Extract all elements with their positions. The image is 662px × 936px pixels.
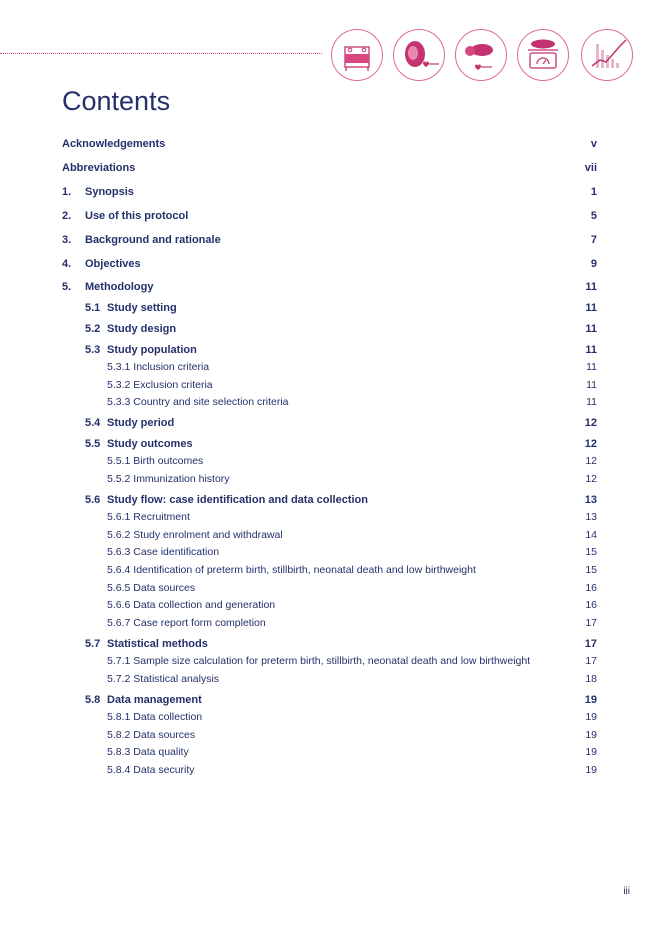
toc-entry-page: 1: [590, 186, 597, 198]
toc-entry-page: v: [590, 138, 597, 150]
toc-entry-page: 12: [584, 417, 597, 429]
toc-entry-label: Statistical methods: [107, 638, 208, 650]
toc-entry-label: 5.8.1 Data collection: [107, 711, 203, 723]
toc-entry-label: 5.7.1 Sample size calculation for preterm birth, stillbirth, neonatal death and low birthweight: [107, 655, 531, 667]
toc-entry-label: 5.6.6 Data collection and generation: [107, 599, 276, 611]
toc-entry-page: 16: [585, 582, 597, 594]
toc-entry-page: 11: [585, 323, 597, 335]
toc-entry[interactable]: [62, 232, 597, 248]
toc-entry-label: 5.6.5 Data sources: [107, 582, 196, 594]
toc-entry-label: 5.6.3 Case identification: [107, 546, 220, 558]
toc-entry-page: 15: [585, 564, 597, 576]
toc-entry-page: 19: [585, 729, 597, 741]
toc-entry-label: Study design: [107, 323, 177, 335]
toc-entry[interactable]: [62, 394, 597, 410]
toc-entry[interactable]: [62, 597, 597, 613]
toc-entry-number: 5.2: [85, 323, 101, 335]
toc-entry-label: Methodology: [85, 281, 154, 293]
toc-entry-number: 5.7: [85, 638, 101, 650]
toc-entry-label: 5.6.7 Case report form completion: [107, 617, 266, 629]
toc-entry[interactable]: [62, 580, 597, 596]
toc-entry-page: 14: [585, 529, 597, 541]
toc-entry-label: 5.6.2 Study enrolment and withdrawal: [107, 529, 283, 541]
toc-entry-label: Study flow: case identification and data collection: [107, 494, 368, 506]
toc-entry-number: 5.8: [85, 694, 101, 706]
toc-entry[interactable]: [62, 300, 597, 316]
toc-entry-label: 5.6.1 Recruitment: [107, 511, 190, 523]
toc-entry-page: 11: [586, 361, 597, 373]
toc-entry[interactable]: [62, 527, 597, 543]
toc-entry-page: 12: [584, 438, 597, 450]
newborn-heart-icon: [455, 29, 507, 81]
toc-entry[interactable]: [62, 377, 597, 393]
toc-entry-label: Acknowledgements: [62, 138, 166, 150]
toc-entry[interactable]: [62, 744, 597, 760]
toc-entry-number: 5.5: [85, 438, 101, 450]
toc-entry-label: 5.8.4 Data security: [107, 764, 195, 776]
toc-entry[interactable]: [62, 509, 597, 525]
toc-entry-page: 11: [585, 344, 597, 356]
toc-entry-page: 11: [585, 281, 597, 293]
toc-entry[interactable]: [62, 256, 597, 272]
toc-entry-page: 13: [585, 511, 597, 523]
toc-entry-label: 5.3.2 Exclusion criteria: [107, 379, 213, 391]
toc-entry-label: 5.8.2 Data sources: [107, 729, 196, 741]
toc-entry-label: Study setting: [107, 302, 177, 314]
toc-entry-number: 5.3: [85, 344, 101, 356]
toc-entry-label: Use of this protocol: [85, 210, 189, 222]
hospital-bed-icon: [331, 29, 383, 81]
toc-entry-number: 5.6: [85, 494, 101, 506]
toc-entry-number: 1.: [62, 186, 72, 198]
toc-entry-label: 5.5.2 Immunization history: [107, 473, 230, 485]
toc-entry-page: 7: [590, 234, 597, 246]
toc-entry-number: 3.: [62, 234, 72, 246]
toc-entry-label: 5.5.1 Birth outcomes: [107, 455, 204, 467]
toc-entry[interactable]: [62, 184, 597, 200]
toc-entry[interactable]: [62, 762, 597, 778]
header-icon-strip: [331, 29, 636, 83]
toc-entry[interactable]: [62, 279, 597, 295]
toc-entry[interactable]: [62, 692, 597, 708]
toc-entry[interactable]: [62, 321, 597, 337]
toc-entry-page: 12: [585, 473, 597, 485]
toc-entry-page: 19: [585, 746, 597, 758]
toc-entry-page: 13: [584, 494, 597, 506]
toc-entry[interactable]: [62, 709, 597, 725]
toc-entry-number: 5.4: [85, 417, 101, 429]
toc-entry-page: 19: [585, 764, 597, 776]
toc-entry-page: vii: [584, 162, 597, 174]
toc-entry-label: Study population: [107, 344, 197, 356]
toc-entry-number: 5.: [62, 281, 72, 293]
toc-entry-label: Synopsis: [85, 186, 134, 198]
toc-entry-label: Study period: [107, 417, 175, 429]
toc-entry[interactable]: [62, 359, 597, 375]
toc-entry-page: 16: [585, 599, 597, 611]
header-dotted-rule: [0, 53, 322, 54]
page-title: Contents: [62, 86, 171, 116]
page-number: iii: [623, 886, 630, 897]
toc-entry-label: Data management: [107, 694, 202, 706]
toc-entry-page: 18: [585, 673, 597, 685]
toc-entry-number: 5.1: [85, 302, 101, 314]
toc-entry[interactable]: [62, 671, 597, 687]
toc-entry[interactable]: [62, 342, 597, 358]
toc-entry-label: 5.8.3 Data quality: [107, 746, 189, 758]
toc-entry-label: 5.7.2 Statistical analysis: [107, 673, 220, 685]
toc-entry[interactable]: [62, 544, 597, 560]
toc-entry[interactable]: [62, 415, 597, 431]
toc-entry-label: Study outcomes: [107, 438, 193, 450]
toc-entry-page: 12: [585, 455, 597, 467]
toc-entry-number: 2.: [62, 210, 72, 222]
toc-entry[interactable]: [62, 160, 597, 176]
toc-entry[interactable]: [62, 453, 597, 469]
toc-entry-page: 17: [585, 617, 597, 629]
toc-entry[interactable]: [62, 562, 597, 578]
toc-entry-label: 5.3.1 Inclusion criteria: [107, 361, 210, 373]
toc-entry-page: 17: [584, 638, 597, 650]
toc-entry-page: 9: [590, 258, 597, 270]
declining-chart-icon: [581, 29, 633, 81]
toc-entry[interactable]: [62, 492, 597, 508]
toc-entry-page: 15: [585, 546, 597, 558]
toc-entry[interactable]: [62, 636, 597, 652]
toc-entry-page: 19: [584, 694, 597, 706]
toc-entry[interactable]: [62, 653, 597, 669]
toc-entry-page: 11: [586, 396, 597, 408]
toc-entry-page: 17: [585, 655, 597, 667]
toc-entry-label: 5.6.4 Identification of preterm birth, stillbirth, neonatal death and low birthweight: [107, 564, 476, 576]
toc-entry[interactable]: [62, 615, 597, 631]
toc-entry-label: Objectives: [85, 258, 141, 270]
toc-entry[interactable]: [62, 208, 597, 224]
toc-entry-label: 5.3.3 Country and site selection criteria: [107, 396, 289, 408]
toc-entry-page: 5: [590, 210, 597, 222]
toc-entry-number: 4.: [62, 258, 72, 270]
toc-entry-page: 11: [586, 379, 597, 391]
toc-entry[interactable]: [62, 727, 597, 743]
toc-entry[interactable]: [62, 471, 597, 487]
fetus-heart-icon: [393, 29, 445, 81]
baby-scale-icon: [517, 29, 569, 81]
toc-entry-page: 19: [585, 711, 597, 723]
toc-entry[interactable]: [62, 436, 597, 452]
toc-entry-label: Background and rationale: [85, 234, 221, 246]
toc-entry-label: Abbreviations: [62, 162, 136, 174]
toc-entry[interactable]: [62, 136, 597, 152]
toc-entry-page: 11: [585, 302, 597, 314]
